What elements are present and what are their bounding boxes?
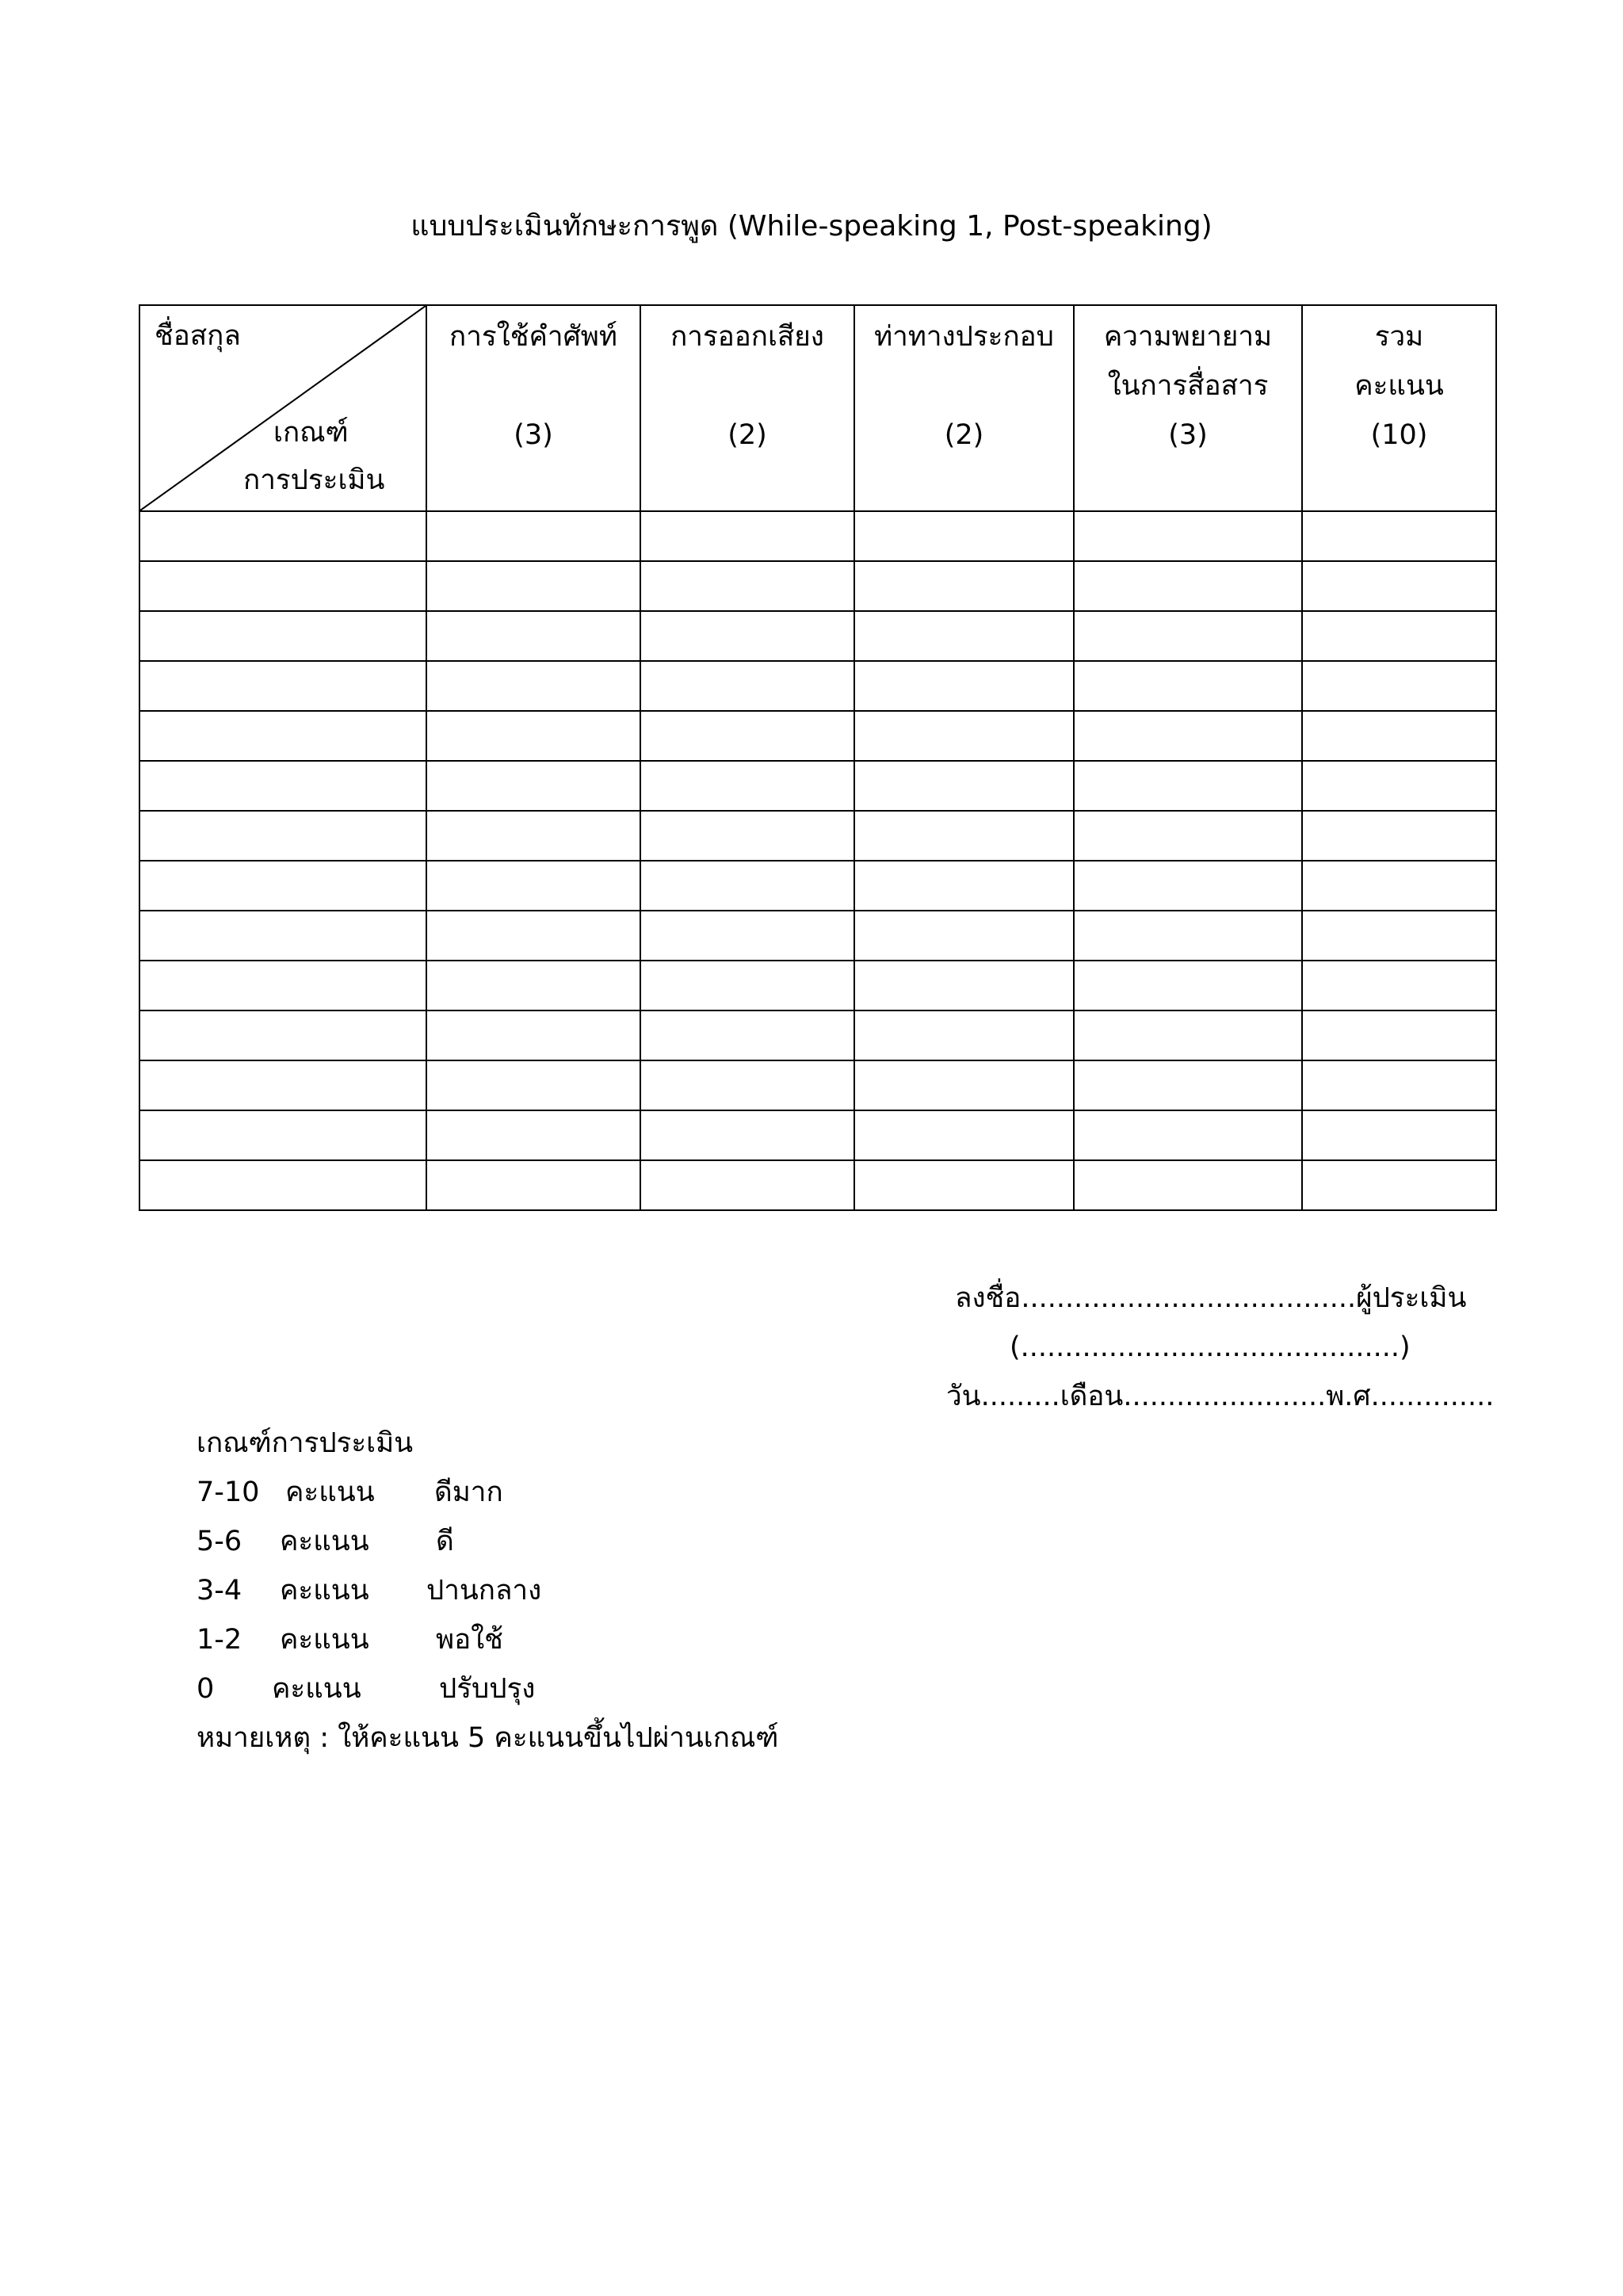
- header-label-2: ในการสื่อสาร: [1107, 370, 1269, 402]
- table-cell: [854, 961, 1074, 1010]
- table-row: [139, 511, 1496, 561]
- criteria-level: [197, 1517, 778, 1566]
- table-cell: [640, 911, 854, 961]
- criteria-label: ดีมาก: [434, 1477, 503, 1508]
- table-row: [139, 1010, 1496, 1060]
- criteria-level: [197, 1664, 778, 1713]
- criteria-label: พอใช้: [436, 1624, 503, 1656]
- table-cell: [1302, 561, 1496, 611]
- table-cell: [640, 961, 854, 1010]
- table-cell: [1302, 1110, 1496, 1160]
- header-label-2: [427, 361, 640, 411]
- header-label: การใช้คำศัพท์: [449, 321, 617, 353]
- table-cell: [854, 811, 1074, 861]
- header-vocabulary: [426, 305, 640, 511]
- table-cell: [139, 1060, 426, 1110]
- table-cell: [854, 1110, 1074, 1160]
- table-row: [139, 1110, 1496, 1160]
- table-cell: [139, 811, 426, 861]
- table-cell: [1074, 711, 1302, 761]
- criteria-unit: คะแนน: [285, 1477, 375, 1508]
- table-cell: [640, 1110, 854, 1160]
- table-cell: [426, 961, 640, 1010]
- table-cell: [139, 661, 426, 711]
- table-row: [139, 1160, 1496, 1210]
- header-score: (2): [944, 419, 984, 451]
- table-cell: [640, 811, 854, 861]
- table-cell: [139, 1160, 426, 1210]
- table-cell: [1074, 511, 1302, 561]
- table-cell: [1074, 811, 1302, 861]
- table-cell: [426, 661, 640, 711]
- criteria-unit: คะแนน: [280, 1526, 369, 1557]
- table-row: [139, 761, 1496, 811]
- criteria-header-line2: การประเมิน: [243, 464, 385, 496]
- criteria-label: ปานกลาง: [426, 1575, 542, 1606]
- criteria-range: 5-6: [197, 1526, 242, 1557]
- table-cell: [854, 761, 1074, 811]
- criteria-range: 3-4: [197, 1575, 242, 1606]
- table-cell: [854, 561, 1074, 611]
- table-cell: [1074, 1110, 1302, 1160]
- header-score: (3): [514, 419, 553, 451]
- table-cell: [854, 1160, 1074, 1210]
- header-score: (3): [1168, 419, 1208, 451]
- table-cell: [426, 1060, 640, 1110]
- table-row: [139, 711, 1496, 761]
- table-cell: [139, 1110, 426, 1160]
- page-title: แบบประเมินทักษะการพูด (While-speaking 1, Post-speaking): [411, 210, 1212, 243]
- table-cell: [1302, 611, 1496, 661]
- name-criteria-header-cell: [139, 305, 426, 511]
- table-cell: [139, 1010, 426, 1060]
- criteria-range: 1-2: [197, 1624, 242, 1656]
- table-cell: [640, 1010, 854, 1060]
- table-cell: [640, 611, 854, 661]
- table-cell: [1074, 611, 1302, 661]
- header-gestures: [854, 305, 1074, 511]
- table-cell: [1302, 761, 1496, 811]
- criteria-label: ปรับปรุง: [439, 1673, 536, 1705]
- table-cell: [854, 611, 1074, 661]
- table-cell: [1302, 861, 1496, 911]
- table-cell: [139, 961, 426, 1010]
- table-cell: [426, 1160, 640, 1210]
- table-cell: [1074, 911, 1302, 961]
- table-cell: [426, 861, 640, 911]
- table-cell: [640, 511, 854, 561]
- table-cell: [854, 1010, 1074, 1060]
- table-cell: [139, 911, 426, 961]
- name-header: ชื่อสกุล: [155, 320, 241, 352]
- table-row: [139, 1060, 1496, 1110]
- table-row: [139, 861, 1496, 911]
- table-row: [139, 811, 1496, 861]
- table-cell: [426, 811, 640, 861]
- table-cell: [640, 561, 854, 611]
- table-cell: [426, 611, 640, 661]
- table-cell: [640, 1160, 854, 1210]
- criteria-range: 7-10: [197, 1477, 260, 1508]
- table-cell: [1074, 961, 1302, 1010]
- table-cell: [1302, 811, 1496, 861]
- table-cell: [1302, 511, 1496, 561]
- table-row: [139, 611, 1496, 661]
- header-total: [1302, 305, 1496, 511]
- table-header-row: [139, 305, 1496, 511]
- header-label: รวม: [1374, 321, 1424, 353]
- criteria-header-line1: เกณฑ์: [273, 417, 349, 449]
- table-cell: [426, 511, 640, 561]
- criteria-level: [197, 1615, 778, 1664]
- header-label: ท่าทางประกอบ: [874, 321, 1054, 353]
- header-score: (10): [1370, 419, 1428, 451]
- header-label: ความพยายาม: [1103, 321, 1273, 353]
- table-cell: [139, 611, 426, 661]
- table-cell: [1074, 561, 1302, 611]
- table-cell: [139, 511, 426, 561]
- table-cell: [1074, 1060, 1302, 1110]
- table-cell: [854, 511, 1074, 561]
- criteria-unit: คะแนน: [272, 1673, 361, 1705]
- table-cell: [854, 911, 1074, 961]
- header-score: (2): [727, 419, 767, 451]
- table-cell: [640, 1060, 854, 1110]
- table-cell: [640, 661, 854, 711]
- criteria-range: 0: [197, 1673, 215, 1705]
- criteria-unit: คะแนน: [280, 1624, 369, 1656]
- table-cell: [139, 861, 426, 911]
- table-cell: [640, 711, 854, 761]
- table-cell: [139, 711, 426, 761]
- table-cell: [854, 711, 1074, 761]
- evaluation-table: [139, 304, 1497, 1211]
- table-cell: [1302, 961, 1496, 1010]
- signature-line: ลงชื่อ......................................ผู้ประเมิน: [955, 1282, 1467, 1314]
- criteria-note: หมายเหตุ : ให้คะแนน 5 คะแนนขึ้นไปผ่านเกณฑ์: [197, 1722, 779, 1754]
- table-cell: [1302, 911, 1496, 961]
- table-row: [139, 911, 1496, 961]
- table-body: [139, 511, 1496, 1210]
- table-cell: [139, 561, 426, 611]
- signature-name-line: (...........................................): [1010, 1331, 1411, 1363]
- table-cell: [1074, 761, 1302, 811]
- table-cell: [426, 561, 640, 611]
- table-cell: [1302, 1160, 1496, 1210]
- header-label-2: [855, 361, 1073, 411]
- table-cell: [426, 711, 640, 761]
- header-effort: [1074, 305, 1302, 511]
- table-cell: [426, 1010, 640, 1060]
- criteria-section: [197, 1419, 778, 1763]
- table-row: [139, 561, 1496, 611]
- table-cell: [640, 861, 854, 911]
- table-cell: [426, 761, 640, 811]
- header-label-2: คะแนน: [1354, 370, 1444, 402]
- table-cell: [854, 1060, 1074, 1110]
- table-row: [139, 961, 1496, 1010]
- criteria-level: [197, 1566, 778, 1615]
- table-cell: [1074, 861, 1302, 911]
- criteria-level: [197, 1468, 778, 1517]
- header-label-2: [641, 361, 854, 411]
- header-pronunciation: [640, 305, 854, 511]
- table-cell: [1074, 1010, 1302, 1060]
- criteria-unit: คะแนน: [280, 1575, 369, 1606]
- table-cell: [426, 911, 640, 961]
- table-cell: [1302, 661, 1496, 711]
- table-row: [139, 661, 1496, 711]
- signature-date-line: วัน.........เดือน.......................พ.ศ..............: [946, 1381, 1495, 1412]
- table-cell: [1074, 1160, 1302, 1210]
- criteria-label: ดี: [436, 1526, 454, 1557]
- table-cell: [1302, 1060, 1496, 1110]
- table-cell: [854, 861, 1074, 911]
- table-cell: [1302, 1010, 1496, 1060]
- table-cell: [426, 1110, 640, 1160]
- header-label: การออกเสียง: [670, 321, 824, 353]
- table-cell: [640, 761, 854, 811]
- table-cell: [1074, 661, 1302, 711]
- table-cell: [139, 761, 426, 811]
- criteria-heading: เกณฑ์การประเมิน: [197, 1427, 414, 1459]
- table-cell: [854, 661, 1074, 711]
- table-cell: [1302, 711, 1496, 761]
